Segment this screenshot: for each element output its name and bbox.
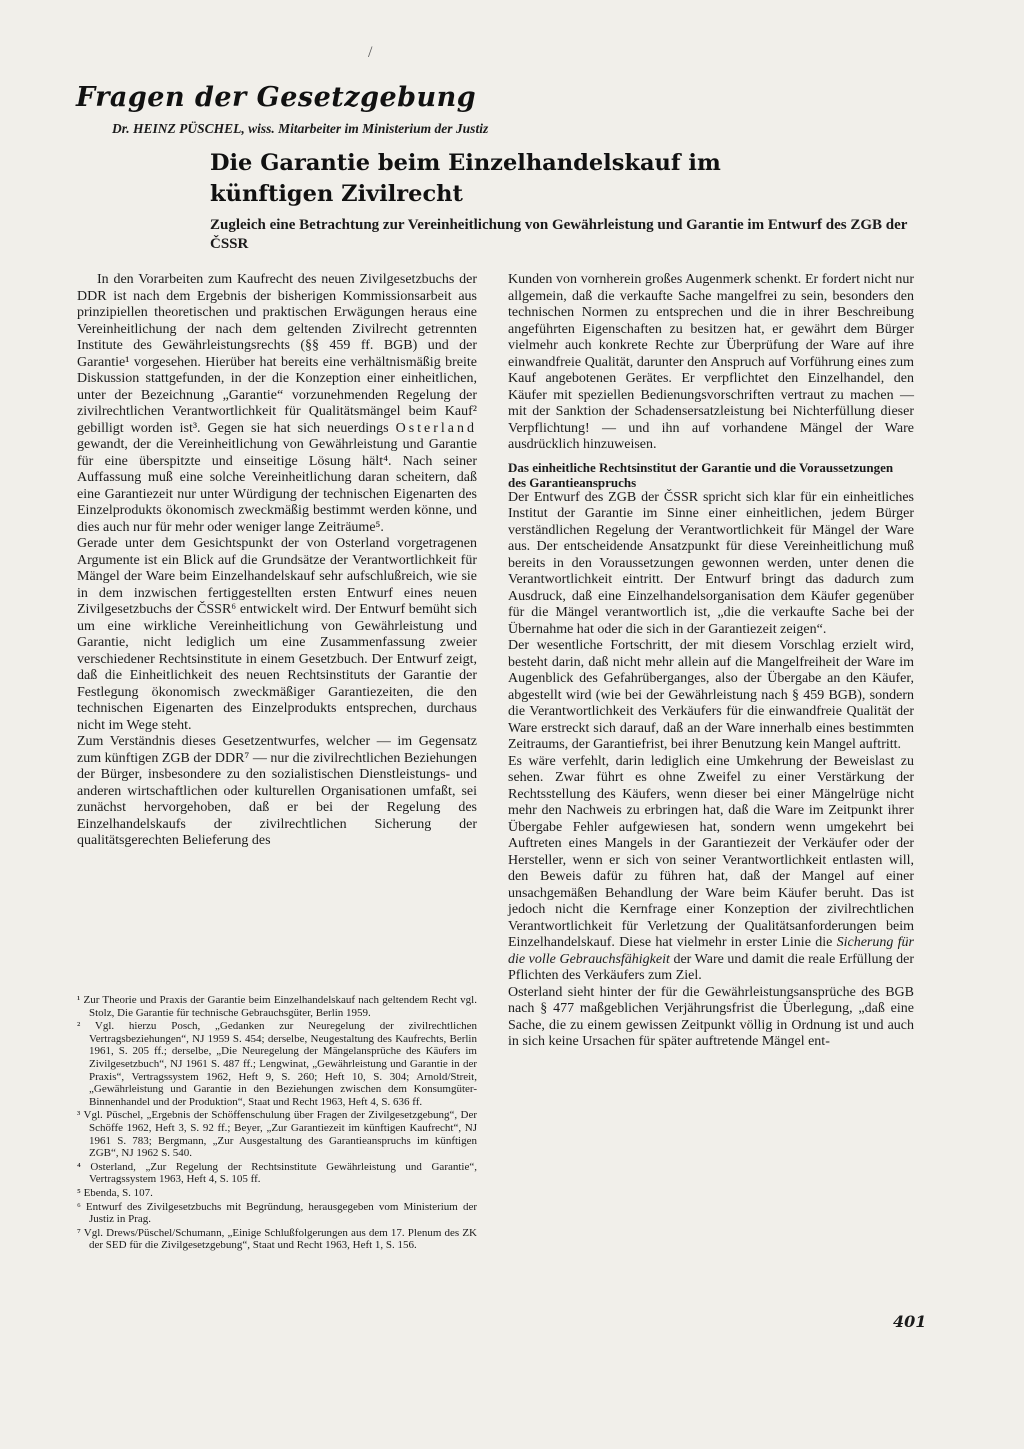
right-column [508, 272, 914, 1051]
paragraph: Osterland sieht hinter der für die Gewährleistungsansprüche des BGB nach § 477 maßgeblichen Verjährungsfrist die Überlegung, „daß eine Sache, die zu einem gewissen Zeitpunkt völlig in Ordnung ist und auch in sich keine Ursachen für später auftretende Mängel ent- [508, 984, 914, 1049]
footnote: ⁶ Entwurf des Zivilgesetzbuchs mit Begründung, herausgegeben vom Ministerium der Justiz in Prag. [77, 1200, 477, 1226]
paragraph: Zum Verständnis dieses Gesetzentwurfes, welcher — im Gegensatz zum künftigen ZGB der DDR⁷ — nur die zivilrechtlichen Beziehungen der Bürger, insbesondere zu den sozialistischen Dienstleistungs- und anderen wirtschaftlichen oder kulturellen Organisationen umfaßt, sei zunächst hervorgehoben, daß er bei der Regelung des Einzelhandelskaufs der zivilrechtlichen Sicherung der qualitätsgerechten Belieferung des [77, 734, 477, 848]
footnotes [77, 994, 477, 1253]
footnote: ² Vgl. hierzu Posch, „Gedanken zur Neuregelung der zivilrechtlichen Vertragsbeziehungen“, NJ 1959 S. 454; derselbe, Neugestaltung des Kaufrechts, Berlin 1961, S. 205 ff.; derselbe, „Die Neuregelung der Mängelansprüche des Käufers im Zivilgesetzbuch“, NJ 1961 S. 487 ff.; Lengwinat, „Gewährleistung und Garantie in der Praxis“, Vertragssystem 1962, Heft 9, S. 260; Heft 10, S. 304; Arnold/Streit, „Gewährleistung und Garantie in den Beziehungen zwischen dem Konsumgüter-Binnenhandel und der Produktion“, Staat und Recht 1963, Heft 4, S. 636 ff. [77, 1020, 477, 1108]
article-title: Die Garantie beim Einzelhandelskauf im künftigen Zivilrecht [210, 150, 721, 207]
paragraph: Der wesentliche Fortschritt, der mit diesem Vorschlag erzielt wird, besteht darin, daß nicht mehr allein auf die Mangelfreiheit der Ware im Augenblick des Gefahrüberganges, also der Übergabe an den Käufer, abgestellt wird (wie bei der Gewährleistung nach § 459 BGB), sondern die Verantwortlichkeit des Verkäufers für die einwandfreie Qualität der Ware erstreckt sich darauf, daß an der Ware innerhalb eines bestimmten Zeitraums, der Garantiefrist, bei ihrer Benutzung kein Mangel auftritt. [508, 638, 914, 752]
author-line: Dr. HEINZ PÜSCHEL, wiss. Mitarbeiter im Ministerium der Justiz [112, 121, 489, 136]
footnote: ³ Vgl. Püschel, „Ergebnis der Schöffenschulung über Fragen der Zivilgesetzgebung“, Der Schöffe 1962, Heft 3, S. 92 ff.; Beyer, „Zur Garantiezeit im künftigen Kaufrecht“, NJ 1961 S. 783; Bergmann, „Zur Ausgestaltung des Garantieanspruchs im künftigen ZGB“, NJ 1962 S. 540. [77, 1109, 477, 1160]
left-column [77, 272, 477, 850]
paragraph: In den Vorarbeiten zum Kaufrecht des neuen Zivilgesetzbuchs der DDR ist nach dem Ergebnis der bisherigen Kommissionsarbeit aus prinzipiellen theoretischen und praktischen Erwägungen heraus eine Vereinheitlichung der nach dem geltenden Zivilrecht getrennten Institute des Gewährleistungsrechts (§§ 459 ff. BGB) und der Garantie¹ vorgesehen. Hierüber hat bereits eine verhältnismäßig breite Diskussion stattgefunden, in der die Konzeption einer einheitlichen, unter der Bezeichnung „Garantie“ vorzunehmenden Regelung der zivilrechtlichen Verantwortlichkeit für Qualitätsmängel beim Kauf² gebilligt worden ist³. Gegen sie hat sich neuerdings Osterland gewandt, der die Vereinheitlichung von Gewährleistung und Garantie für eine überspitzte und einseitige Lösung hält⁴. Nach seiner Auffassung muß eine solche Vereinheitlichung daran scheitern, daß eine Garantiezeit nur unter Würdigung der technischen Eigenarten des Einzelprodukts ökonomisch zweckmäßig bestimmt werden könne, und dies auch nur für mehr oder weniger lange Zeiträume⁵. [77, 272, 478, 535]
page-number: 401 [893, 1312, 927, 1331]
section-rubric: Fragen der Gesetzgebung [76, 82, 477, 113]
footnote: ⁵ Ebenda, S. 107. [77, 1186, 153, 1199]
paragraph: Der Entwurf des ZGB der ČSSR spricht sich klar für ein einheitliches Institut der Garantie im Sinne einer einheitlichen, jedem Bürger verständlichen Regelung der Verantwortlichkeit für Mängel der Ware aus. Der entscheidende Ansatzpunkt für diese Vereinheitlichung muß bereits in den Voraussetzungen gewonnen werden, unter denen die Verantwortlichkeit eintritt. Der Entwurf bringt das dadurch zum Ausdruck, daß eine Einzelhandelsorganisation dem Käufer gegenüber für die Mängel verantwortlich ist, „die die verkaufte Sache bei der Übernahme hat oder die sich in der Garantiezeit zeigen“. [508, 489, 914, 637]
spaced-name: Osterland [395, 420, 478, 436]
paragraph: Gerade unter dem Gesichtspunkt der von Osterland vorgetragenen Argumente ist ein Blick auf die Grundsätze der Verantwortlichkeit für Mängel der Ware beim Einzelhandelskauf sehr aufschlußreich, wie sie in dem inzwischen fertiggestellten ersten Entwurf eines neuen Zivilgesetzbuchs der ČSSR⁶ entwickelt wird. Der Entwurf bemüht sich um eine wirkliche Vereinheitlichung von Gewährleistung und Garantie, nicht lediglich um eine Zusammenfassung zweier verschiedener Rechtsinstitute in einem Gesetzbuch. Der Entwurf zeigt, daß die Einheitlichkeit des neuen Rechtsinstituts der Garantie der Festlegung ökonomisch zweckmäßiger Garantiezeiten, die den technischen Eigenarten des Einzelprodukts entsprechen, durchaus nicht im Wege steht. [77, 536, 477, 733]
footnote: ⁴ Osterland, „Zur Regelung der Rechtsinstitute Gewährleistung und Garantie“, Vertragssystem 1963, Heft 4, S. 105 ff. [77, 1160, 477, 1186]
paragraph: Es wäre verfehlt, darin lediglich eine Umkehrung der Beweislast zu sehen. Zwar führt es ohne Zweifel zu einer Verstärkung der Rechtsstellung des Käufers, wenn dieser bei einer Mängelrüge nicht mehr den Nachweis zu erbringen hat, daß die Ware im Zeitpunkt ihrer Übergabe Fehler aufgewiesen hat, sondern wenn umgekehrt bei Auftreten eines Mangels in der Garantiezeit der Verkäufer oder der Hersteller, wenn er sich von seiner Verantwortlichkeit entlasten will, den Beweis dafür zu führen hat, daß der Mangel auf einer unsachgemäßen Behandlung der Ware beim Käufer beruht. Das ist jedoch nicht die Kernfrage einer Konzeption der zivilrechtlichen Verantwortlichkeit für Verletzung der Qualitätsanforderungen beim Einzelhandelskauf. Diese hat vielmehr in erster Linie die Sicherung für die volle Gebrauchsfähigkeit der Ware und damit die reale Erfüllung der Pflichten des Verkäufers zum Ziel. [508, 753, 914, 983]
section-heading: Das einheitliche Rechtsinstitut der Garantie und die Voraussetzungen des Garantieanspruchs [508, 459, 894, 490]
paragraph: Kunden von vornherein großes Augenmerk schenkt. Er fordert nicht nur allgemein, daß die verkaufte Sache mangelfrei zu sein, besonders den technischen Normen zu entsprechen und die in ihrer Beschreibung angeführten Eigenschaften zu besitzen hat, er gewährt dem Bürger vielmehr auch konkrete Rechte zur Überprüfung der Ware auf ihre einwandfreie Qualität, darunter den Anspruch auf Vorführung eines zum Kauf angebotenen Gerätes. Er verpflichtet den Einzelhandel, den Käufer mit speziellen Bedienungsvorschriften vertraut zu machen — mit der Sanktion der Schadensersatzleistung bei Nichterfüllung dieser Verpflichtung! — und ihn auf vorhandene Mängel der Ware ausdrücklich hinzuweisen. [508, 272, 914, 452]
article-subtitle: Zugleich eine Betrachtung zur Vereinheitlichung von Gewährleistung und Garantie im Entwurf des ZGB der ČSSR [210, 217, 908, 252]
emphasis: Sicherung für die volle Gebrauchsfähigkeit [508, 935, 914, 967]
pencil-mark: / [368, 44, 373, 61]
footnote: ¹ Zur Theorie und Praxis der Garantie beim Einzelhandelskauf nach geltendem Recht vgl. Stolz, Die Garantie für technische Gebrauchsgüter, Berlin 1959. [77, 994, 477, 1019]
footnote: ⁷ Vgl. Drews/Püschel/Schumann, „Einige Schlußfolgerungen aus dem 17. Plenum des ZK der SED für die Zivilgesetzgebung“, Staat und Recht 1963, Heft 1, S. 156. [77, 1226, 477, 1252]
